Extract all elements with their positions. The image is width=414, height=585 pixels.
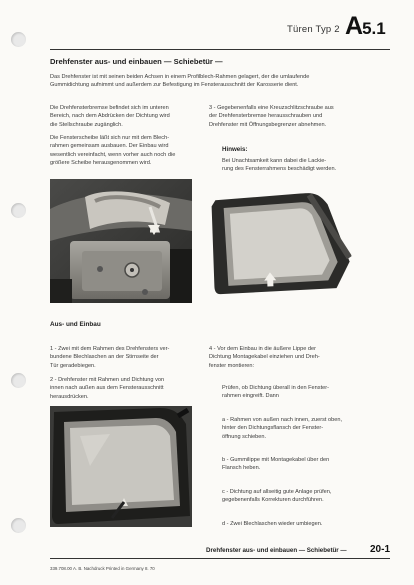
photo-window-brake-image bbox=[50, 179, 192, 303]
subtitle-remove-install: Aus- und Einbau bbox=[50, 321, 101, 328]
hint-text: Bei Unachtsamkeit kann dabei die Lackie- rung des Fensterrahmens beschädigt werden. bbox=[222, 158, 337, 173]
substep-c: c - Dichtung auf allseitig gute Anlage prüfen, gegebenenfalls Korrekturen durchführen. bbox=[222, 489, 332, 504]
header-rule bbox=[50, 49, 390, 50]
punch-hole bbox=[11, 373, 26, 388]
punch-hole bbox=[11, 32, 26, 47]
photo-window-install bbox=[50, 406, 192, 527]
substep-b: b - Gummilippe mit Montagekabel über den Flansch heben. bbox=[222, 457, 330, 472]
punch-hole bbox=[11, 518, 26, 533]
photo-window-brake bbox=[50, 179, 192, 303]
substep-d: d - Zwei Blechlaschen wieder umbiegen. bbox=[222, 521, 323, 527]
step-3: 3 - Gegebenenfalls eine Kreuzschlitzschraube aus der Drehfensterbremse herausschrauben und Drehfenster mit Öffnungsbegrenzer abnehmen. bbox=[209, 105, 334, 128]
footer-imprint: 339.708.00 A. B. Nachdruck Printed in Germany 8. 70 bbox=[50, 566, 155, 571]
check-text: Prüfen, ob Dichtung überall in den Fenster- rahmen eingreift. Dann bbox=[222, 385, 329, 400]
intro-text: Das Drehfenster ist mit seinen beiden Achsen in einem Profilblech-Rahmen gelagert, der die umlaufende Gummidichtung aufnimmt und außerdem zur Befestigung im Fensterausschnitt der Karosserie dient. bbox=[50, 74, 310, 89]
footer-page-number: 20-1 bbox=[370, 544, 391, 555]
section-code-main: A bbox=[345, 12, 363, 40]
photo-window-frame-image bbox=[209, 192, 352, 299]
left-paragraph-1: Die Drehfensterbremse befindet sich im unteren Bereich, nach dem Abdrücken der Dichtung wird die Stellschraube zugänglich. bbox=[50, 105, 170, 128]
section-title: Türen Typ 2 bbox=[287, 24, 340, 35]
step-1: 1 - Zwei mit dem Rahmen des Drehfensters ver- bundene Blechlaschen an der Stirnseite der Tür geradebiegen. bbox=[50, 346, 170, 369]
page-title: Drehfenster aus- und einbauen — Schiebetür — bbox=[50, 57, 223, 66]
hint-label: Hinweis: bbox=[222, 146, 248, 153]
left-paragraph-2: Die Fensterscheibe läßt sich nur mit dem Blech- rahmen gemeinsam ausbauen. Der Einbau wird wesentlich vereinfacht, wenn vorher auch noch die größere Scheibe herausgenommen wird. bbox=[50, 135, 176, 167]
punch-hole bbox=[11, 203, 26, 218]
footer-rule bbox=[50, 558, 390, 559]
photo-window-install-image bbox=[50, 406, 192, 527]
section-code-sub: 5.1 bbox=[362, 19, 386, 38]
footer-title: Drehfenster aus- und einbauen — Schiebetür — bbox=[206, 547, 347, 554]
photo-window-frame bbox=[209, 192, 352, 299]
step-2: 2 - Drehfenster mit Rahmen und Dichtung von innen nach außen aus dem Fensterausschnitt herausdrücken. bbox=[50, 377, 165, 400]
step-4: 4 - Vor dem Einbau in die äußere Lippe der Dichtung Montagekabel einziehen und Dreh- fenster montieren: bbox=[209, 346, 320, 369]
section-code bbox=[345, 12, 386, 41]
substep-a: a - Rahmen von außen nach innen, zuerst oben, hinter den Dichtungsflansch der Fenster- öffnung schieben. bbox=[222, 417, 343, 440]
